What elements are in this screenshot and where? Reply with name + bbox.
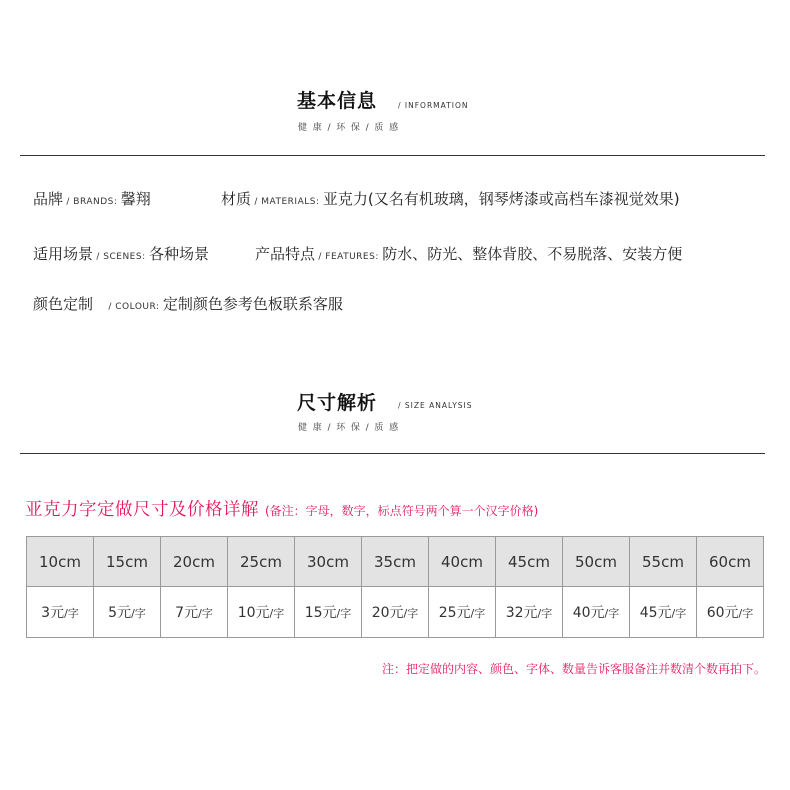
price-value: 40元 — [572, 605, 605, 621]
info-value: 定制颜色参考色板联系客服 — [162, 295, 343, 313]
price-row — [27, 587, 764, 638]
size-cell: 30cm — [295, 537, 362, 587]
pricing-title — [25, 496, 538, 521]
price-unit: /字 — [198, 607, 213, 620]
info-value: 防水、防光、整体背胶、不易脱落、安装方便 — [382, 245, 683, 263]
size-cell: 35cm — [362, 537, 429, 587]
section-title-english: / SIZE ANALYSIS — [398, 401, 473, 410]
price-cell — [161, 587, 228, 638]
size-price-table — [26, 536, 764, 638]
size-cell: 40cm — [429, 537, 496, 587]
price-cell — [228, 587, 295, 638]
info-label: 产品特点 — [255, 245, 316, 263]
price-unit: /字 — [269, 607, 285, 620]
info-value: 各种场景 — [148, 245, 209, 263]
price-value: 3元 — [41, 605, 65, 621]
info-label: 材质 — [221, 190, 252, 208]
price-unit: /字 — [131, 607, 146, 620]
price-unit: /字 — [537, 607, 553, 620]
info-label: 品牌 — [33, 190, 64, 208]
price-unit: /字 — [738, 607, 754, 620]
size-cell: 50cm — [563, 537, 630, 587]
price-value: 25元 — [438, 605, 471, 621]
price-cell — [697, 587, 764, 638]
price-cell — [94, 587, 161, 638]
price-unit: /字 — [671, 607, 687, 620]
info-brand — [33, 188, 151, 209]
info-feature — [255, 243, 682, 264]
price-value: 45元 — [639, 605, 672, 621]
price-value: 15元 — [304, 605, 337, 621]
size-cell: 15cm — [94, 537, 161, 587]
price-cell — [362, 587, 429, 638]
size-cell: 60cm — [697, 537, 764, 587]
price-value: 20元 — [371, 605, 404, 621]
price-cell — [429, 587, 496, 638]
info-label-english: / MATERIALS: — [251, 197, 323, 207]
info-label-english: / FEATURES: — [315, 252, 383, 262]
info-label-english: / COLOUR: — [105, 302, 163, 312]
info-value: 馨翔 — [120, 190, 151, 208]
divider-line — [20, 155, 765, 156]
pricing-remark: (备注：字母，数字，标点符号两个算一个汉字价格) — [265, 504, 539, 518]
info-material — [221, 188, 680, 209]
price-cell — [630, 587, 697, 638]
section-title-text: 基本信息 — [297, 90, 378, 112]
price-unit: /字 — [64, 607, 79, 620]
price-cell — [496, 587, 563, 638]
price-value: 7元 — [175, 605, 199, 621]
price-value: 5元 — [108, 605, 132, 621]
price-unit: /字 — [336, 607, 352, 620]
info-colour — [33, 293, 343, 314]
size-row — [27, 537, 764, 587]
price-unit: /字 — [403, 607, 419, 620]
order-note: 注：把定做的内容、颜色、字体、数量告诉客服备注并数清个数再拍下。 — [381, 662, 766, 676]
price-value: 60元 — [706, 605, 739, 621]
size-cell: 25cm — [228, 537, 295, 587]
section-title-english: / INFORMATION — [398, 101, 469, 110]
price-cell — [27, 587, 94, 638]
price-value: 10元 — [237, 605, 270, 621]
section-subtitle: 健 康 / 环 保 / 质 感 — [298, 123, 399, 133]
info-scene — [33, 243, 209, 264]
pricing-heading: 亚克力字定做尺寸及价格详解 — [25, 500, 259, 520]
size-cell: 55cm — [630, 537, 697, 587]
size-cell: 20cm — [161, 537, 228, 587]
size-cell: 45cm — [496, 537, 563, 587]
price-value: 32元 — [505, 605, 538, 621]
info-label-english: / SCENES: — [93, 252, 149, 262]
price-cell — [295, 587, 362, 638]
info-label-english: / BRANDS: — [63, 197, 121, 207]
info-label: 颜色定制 — [33, 295, 94, 313]
price-unit: /字 — [470, 607, 486, 620]
price-unit: /字 — [604, 607, 620, 620]
info-value: 亚克力(又名有机玻璃，钢琴烤漆或高档车漆视觉效果) — [322, 190, 680, 208]
section-subtitle: 健 康 / 环 保 / 质 感 — [298, 423, 399, 433]
section-title-text: 尺寸解析 — [297, 392, 378, 414]
info-label: 适用场景 — [33, 245, 94, 263]
price-cell — [563, 587, 630, 638]
size-cell: 10cm — [27, 537, 94, 587]
divider-line — [20, 453, 765, 454]
